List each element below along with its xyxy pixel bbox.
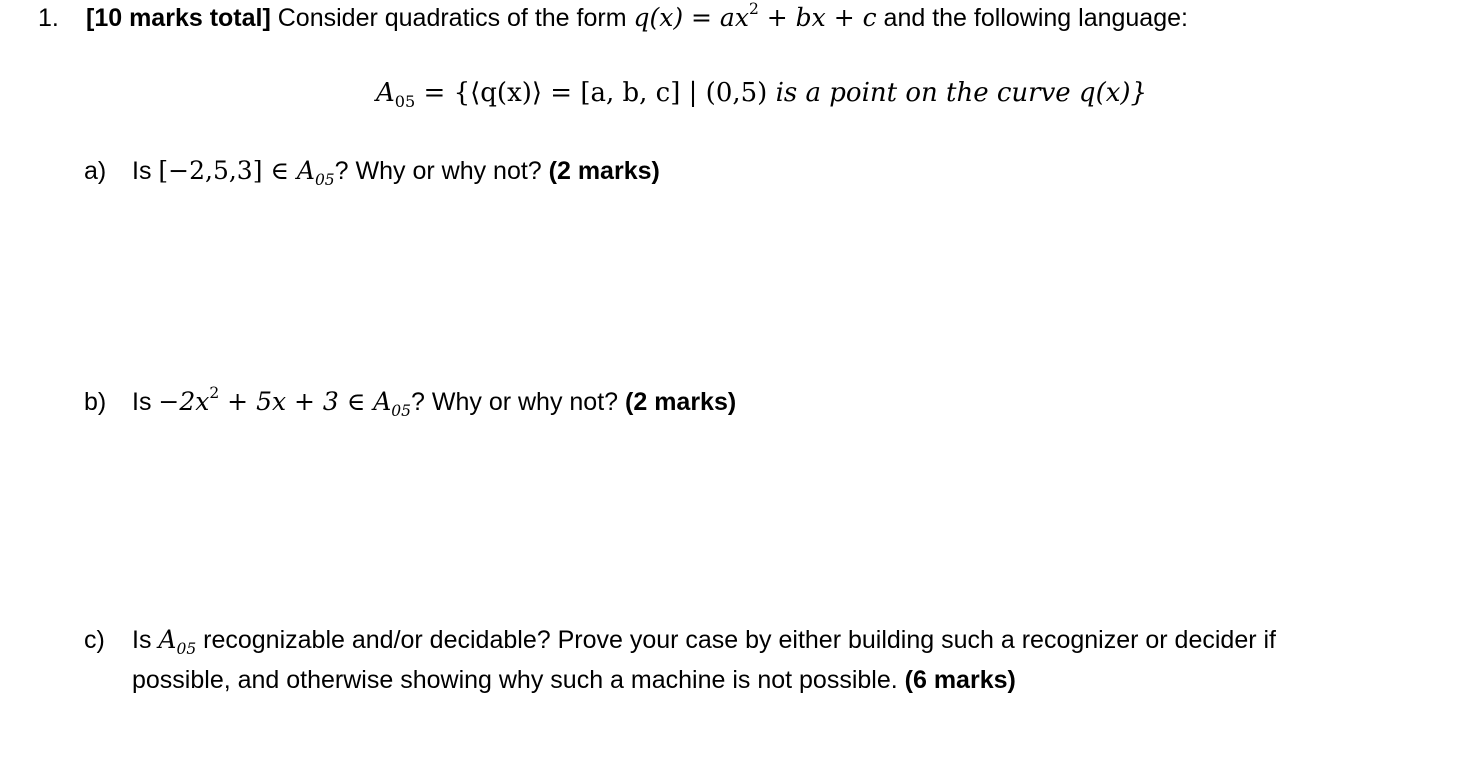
part-b-language-subscript: 05	[391, 402, 412, 420]
quadratic-exponent: 2	[748, 0, 759, 19]
part-b	[84, 384, 737, 420]
quadratic-lhs: q(x)	[633, 3, 684, 32]
language-symbol: A	[376, 78, 395, 108]
part-b-marks: (2 marks)	[625, 388, 737, 416]
part-a-language-subscript: 05	[314, 171, 335, 189]
quadratic-rest: + bx + c	[758, 3, 877, 32]
part-b-expression-end: + 5x + 3 ∈	[219, 387, 374, 416]
part-a-prefix: Is	[132, 157, 159, 185]
intro-text: Consider quadratics of the form	[270, 4, 634, 32]
part-c-language-symbol: A	[158, 625, 177, 654]
quadratic-eq: = ax	[683, 3, 749, 32]
part-c-line2-wrapper	[84, 660, 1276, 700]
part-a	[84, 156, 660, 189]
part-c-line2: possible, and otherwise showing why such a machine is not possible.	[132, 666, 905, 694]
part-a-letter: a)	[84, 157, 107, 185]
part-b-question: ? Why or why not?	[411, 388, 626, 416]
part-b-letter: b)	[84, 388, 107, 416]
part-c-prefix: Is	[132, 626, 159, 654]
part-c-marks: (6 marks)	[904, 666, 1016, 694]
part-a-marks: (2 marks)	[548, 157, 660, 185]
part-a-language-symbol: A	[296, 156, 315, 185]
part-a-expression: [−2,5,3] ∈	[158, 156, 297, 185]
part-a-question: ? Why or why not?	[334, 157, 549, 185]
language-condition: is a point on the curve q(x)}	[775, 78, 1148, 108]
part-c-line1: recognizable and/or decidable? Prove your case by either building such a recognizer or decider if	[196, 626, 1277, 654]
language-subscript: 05	[394, 92, 416, 112]
part-c	[84, 620, 1276, 700]
language-definition	[376, 78, 1148, 112]
part-b-expression-start: −2x	[158, 387, 210, 416]
total-marks-label: [10 marks total]	[86, 4, 271, 32]
question-number: 1.	[38, 4, 59, 32]
part-b-exponent: 2	[209, 384, 220, 403]
intro-text-end: and the following language:	[876, 4, 1188, 32]
part-b-language-symbol: A	[373, 387, 392, 416]
language-set-definition: = {⟨q(x)⟩ = [a, b, c] | (0,5)	[415, 78, 776, 108]
part-c-letter: c)	[84, 626, 105, 654]
part-b-prefix: Is	[132, 388, 159, 416]
question-header	[38, 0, 1188, 33]
part-c-language-subscript: 05	[176, 640, 197, 658]
